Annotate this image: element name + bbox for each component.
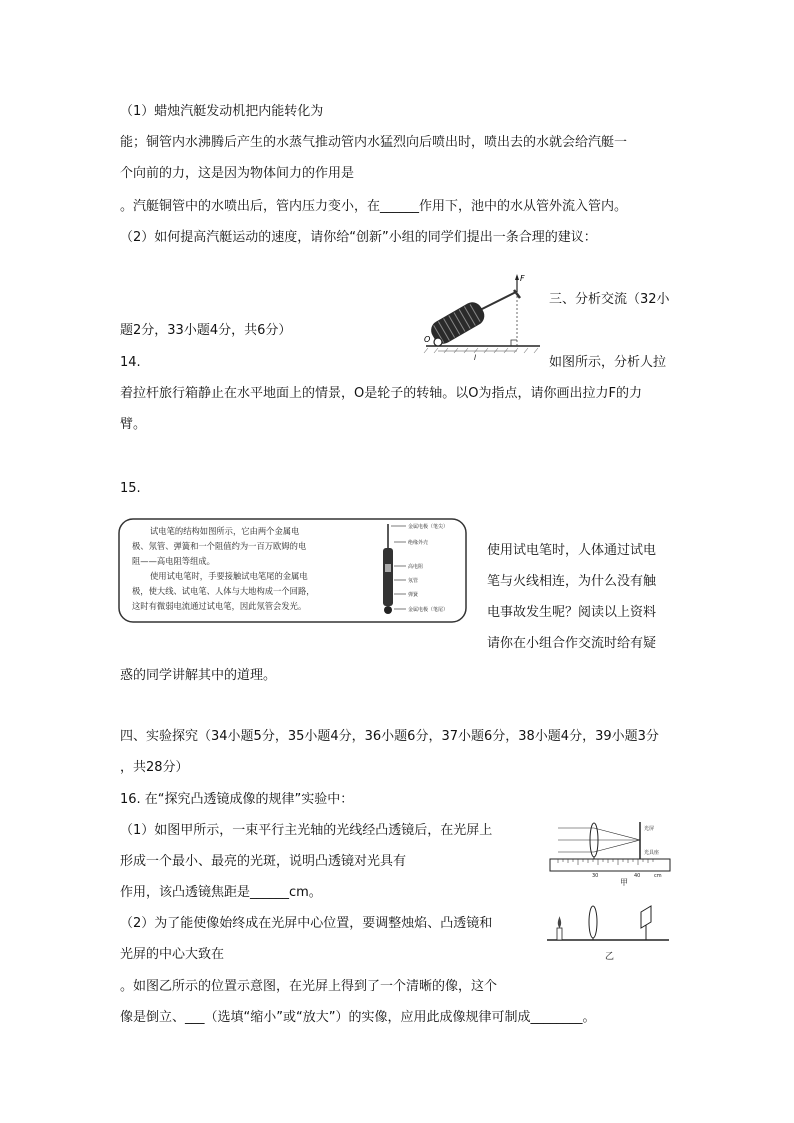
text-line: 形成一个最小、最亮的光斑，说明凸透镜对光具有 <box>120 854 407 869</box>
holder-label: 光具座 <box>644 850 660 856</box>
luggage-lever-figure <box>420 270 545 362</box>
text-line: ，共28分） <box>120 760 189 775</box>
tick-label: 30 <box>592 873 599 879</box>
unit-label: cm <box>654 873 662 879</box>
question-title: 16. 在“探究凸透镜成像的规律”实验中： <box>120 792 354 807</box>
text-line: 个向前的力，这是因为物体间力的作用是 <box>120 166 355 181</box>
question-number: 14. <box>120 355 141 370</box>
text-line: （1）蜡烛汽艇发动机把内能转化为 <box>120 104 324 119</box>
lens-figure-a <box>548 818 672 886</box>
pen-part-label: 氖管 <box>408 578 419 584</box>
arm-label: l <box>474 354 476 362</box>
screen-label: 光屏 <box>644 826 655 832</box>
section-heading: 三、分析交流（32小 <box>549 292 670 307</box>
pen-text-line: 试电笔的结构如图所示，它由两个金属电 <box>150 526 300 536</box>
section-heading: 四、实验探究（34小题5分，35小题4分，36小题6分，37小题6分，38小题4分，39小题3分 <box>120 729 659 744</box>
test-pen-figure <box>118 518 468 624</box>
pen-text-line: 极、氖管、弹簧和一个阻值约为一百万欧姆的电 <box>132 541 307 551</box>
text-line: 惑的同学讲解其中的道理。 <box>120 668 277 683</box>
text-line: 作用，该凸透镜焦距是______cm。 <box>120 885 322 900</box>
text-line: （2）为了能使像始终成在光屏中心位置，要调整烛焰、凸透镜和 <box>120 916 493 931</box>
text-line: 能；铜管内水沸腾后产生的水蒸气推动管内水猛烈向后喷出时，喷出去的水就会给汽艇一 <box>120 135 628 150</box>
figure-caption: 乙 <box>605 952 615 962</box>
pen-text-line: 使用试电笔时，手要接触试电笔尾的金属电 <box>150 571 308 581</box>
force-label: F <box>520 274 525 283</box>
pen-text-line: 极，使大线、试电笔、人体与大地构成一个回路， <box>132 586 315 596</box>
question-number: 15. <box>120 481 141 496</box>
text-line: 。如图乙所示的位置示意图，在光屏上得到了一个清晰的像，这个 <box>120 979 498 994</box>
text-line: 如图所示，分析人拉 <box>549 355 667 370</box>
pen-part-label: 金属电极（笔尖） <box>408 524 449 530</box>
text-line: （1）如图甲所示，一束平行主光轴的光线经凸透镜后，在光屏上 <box>120 823 493 838</box>
text-line: （2）如何提高汽艇运动的速度，请你给“创新”小组的同学们提出一条合理的建议： <box>120 230 597 245</box>
pen-part-label: 金属电极（笔尾） <box>408 607 449 613</box>
text-line: 着拉杆旅行箱静止在水平地面上的情景，O是轮子的转轴。以O为指点，请你画出拉力F的力 <box>120 386 642 401</box>
pen-text-line: 阻——高电阻等组成。 <box>132 556 215 566</box>
text-line: 笔与火线相连，为什么没有触 <box>487 574 657 589</box>
tick-label: 40 <box>634 873 641 879</box>
text-line: 电事故发生呢？阅读以上资料 <box>487 605 657 620</box>
pen-part-label: 绝缘外壳 <box>408 540 429 546</box>
text-line: 像是倒立、___（选填“缩小”或“放大”）的实像，应用此成像规律可制成________。 <box>120 1010 596 1025</box>
text-line: 题2分，33小题4分，共6分） <box>120 323 292 338</box>
figure-caption: 甲 <box>620 878 628 886</box>
text-line: 臂。 <box>120 417 147 432</box>
pen-part-label: 弹簧 <box>408 592 419 598</box>
pivot-label: O <box>424 335 431 344</box>
text-line: 光屏的中心大致在 <box>120 947 225 962</box>
pen-text-line: 这时有微弱电流通过试电笔，因此氖管会发光。 <box>132 601 307 611</box>
text-line: 。汽艇铜管中的水喷出后，管内压力变小，在______作用下，池中的水从管外流入管内。 <box>120 199 628 214</box>
pen-part-label: 高电阻 <box>408 564 424 570</box>
lens-figure-b <box>545 898 671 962</box>
text-line: 使用试电笔时，人体通过试电 <box>487 543 657 558</box>
text-line: 请你在小组合作交流时给有疑 <box>487 636 657 651</box>
